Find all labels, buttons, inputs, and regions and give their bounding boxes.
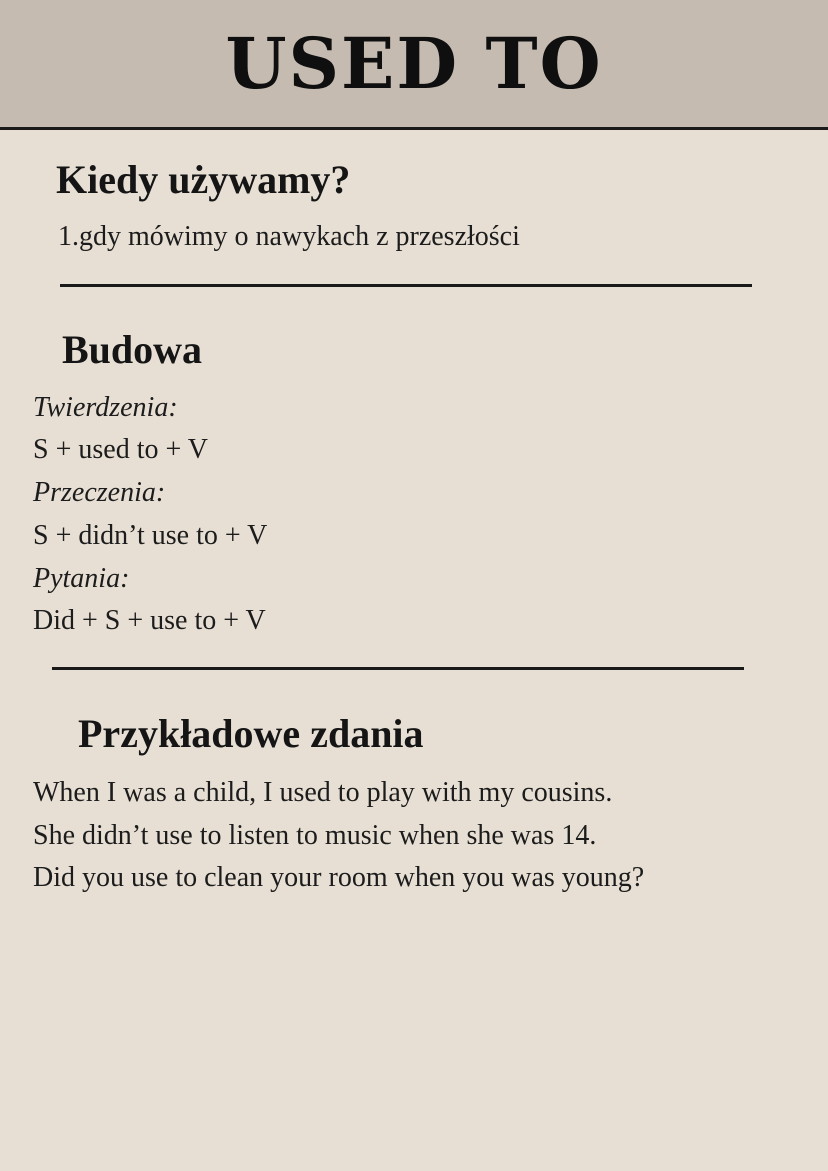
divider-1 [60, 284, 752, 287]
header-banner [0, 0, 828, 130]
question-label: Pytania: [33, 563, 130, 594]
section-heading-examples: Przykładowe zdania [78, 711, 424, 756]
example-sentences [33, 772, 733, 900]
negative-label: Przeczenia: [33, 477, 166, 508]
example-sentence-3: Did you use to clean your room when you was young? [33, 862, 645, 893]
affirmative-formula: S + used to + V [33, 434, 208, 465]
divider-2 [52, 667, 744, 670]
section-heading-structure: Budowa [62, 327, 203, 372]
example-sentence-2: She didn’t use to listen to music when she was 14. [33, 819, 597, 851]
example-sentence-1: When I was a child, I used to play with my cousins. [33, 777, 613, 808]
section-heading-when: Kiedy używamy? [56, 157, 351, 202]
usage-item-1: 1.gdy mówimy o nawykach z przeszłości [58, 221, 520, 252]
question-formula: Did + S + use to + V [33, 605, 266, 636]
page-title: USED TO [225, 22, 603, 105]
affirmative-label: Twierdzenia: [33, 392, 178, 423]
negative-formula: S + didn’t use to + V [33, 520, 268, 551]
